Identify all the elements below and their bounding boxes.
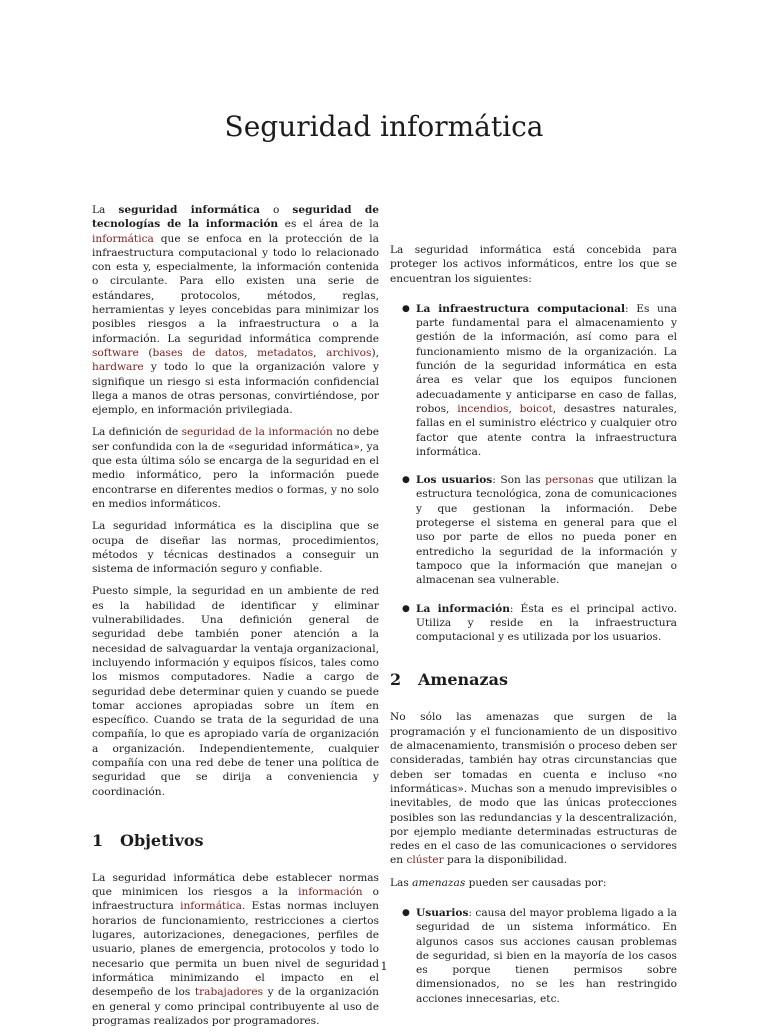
intro-paragraph-4: Puesto simple, la seguridad en un ambiente de red es la habilidad de identificar y eliminar vulnerabilidades. Una definición general de seguridad debe también poner atención a la necesidad de salvaguardar la ventaja organizacional, incluyendo información y equipos físicos, tales como los mismos computadores. Nadie a cargo de seguridad debe determinar quien y cuando se puede tomar acciones apropiadas sobre un ítem en específico. Cuando se trata de la seguridad de una compañía, lo que es apropiado varía de organización a organización. Independientemente, cualquier compañía con una red debe de tener una política de seguridad que se dirija a conveniencia y coordinación. [92,585,379,798]
term-seguridad-ti: seguridad de tecnologías de la información [92,204,379,231]
link-boicot[interactable]: boicot [519,402,553,415]
bullet-icon: ● [402,907,410,918]
bullet-icon: ● [402,603,410,614]
list-item: ● Los usuarios: Son las personas que utilizan la estructura tecnológica, zona de comunicaciones y que gestionan la información. Debe protegerse el sistema en general para que el uso por parte de ellos no pueda poner en entredicho la seguridad de la información y tampoco que la información que manejan o almacenan sea vulnerable. [402,474,677,587]
link-software[interactable]: software [92,346,139,359]
list-item: ● Usuarios: causa del mayor problema ligado a la seguridad de un sistema informático. En algunos casos sus acciones causan problemas de seguridad, si bien en la mayoría de los casos es porque tienen permisos sobre dimensionados, no se les han restringido acciones innecesarias, etc. [402,906,677,1005]
left-column [92,203,379,1036]
link-incendios[interactable]: incendios [457,402,509,415]
section-title: Objetivos [120,830,204,850]
page-number: 1 [380,960,388,973]
objetivos-paragraph-1: La seguridad informática debe establecer normas que minimicen los riesgos a la información o infraestructura informática. Estas normas incluyen horarios de funcionamiento, restricciones a ciertos lugares, autorizaciones, denegaciones, perfiles de usuario, planes de emergencia, protocolos y todo lo necesario que permita un buen nivel de seguridad informática minimizando el impacto en el desempeño de los trabajadores y de la organización en general y como principal contribuyente al uso de programas realizados por programadores. [92,871,379,1027]
link-cluster[interactable]: clúster [406,854,444,867]
section-number: 2 [390,670,402,690]
list-item: ● La infraestructura computacional: Es una parte fundamental para el almacenamiento y gestión de la información, así como para el funcionamiento mismo de la organización. La función de la seguridad informática en esta área es velar que los equipos funcionen adecuadamente y anticiparse en caso de fallas, robos, incendios, boicot, desastres naturales, fallas en el suministro eléctrico y cualquier otro factor que atente contra la infraestructura informática. [402,302,677,458]
link-personas[interactable]: personas [545,474,594,487]
section-number: 1 [92,830,104,850]
link-informacion[interactable]: información [298,886,363,899]
section-heading-objetivos [92,831,379,851]
amenazas-paragraph-2: Las amenazas pueden ser causadas por: [390,876,607,889]
link-informatica[interactable]: informática [92,232,154,245]
right-column [390,203,677,1020]
activos-list [390,302,677,645]
term-seguridad-informatica: seguridad informática [118,204,261,216]
amenazas-list [390,906,677,1006]
bullet-icon: ● [402,475,410,486]
intro-paragraph-3: La seguridad informática es la disciplina que se ocupa de diseñar las normas, procedimientos, métodos y técnicas destinados a conseguir un sistema de información seguro y confiable. [92,520,379,576]
link-informatica-2[interactable]: informática [180,900,242,913]
link-metadatos[interactable]: metadatos [257,346,314,359]
link-seguridad-de-la-informacion[interactable]: seguridad de la información [181,426,333,439]
link-bases-de-datos[interactable]: bases de datos [152,346,245,359]
link-trabajadores[interactable]: trabajadores [194,986,264,999]
link-archivos[interactable]: archivos [326,346,372,359]
objetivos-paragraph-2: La seguridad informática está concebida para proteger los activos informáticos, entre los que se encuentran los siguientes: [390,244,677,285]
section-title: Amenazas [418,670,508,690]
document-title: Seguridad informática [224,110,544,143]
section-heading-amenazas [390,670,677,690]
link-hardware[interactable]: hardware [92,361,144,374]
bullet-icon: ● [402,303,410,314]
list-item: ● La información: Ésta es el principal activo. Utiliza y reside en la infraestructura computacional y es utilizada por los usuarios. [402,602,677,644]
amenazas-paragraph-1: No sólo las amenazas que surgen de la programación y el funcionamiento de un dispositivo de almacenamiento, transmisión o proceso deben ser consideradas, también hay otras circunstancias que deben ser tomadas en cuenta e incluso «no informáticas». Muchas son a menudo imprevisibles o inevitables, de modo que las únicas protecciones posibles son las redundancias y la descentralización, por ejemplo mediante determinadas estructuras de redes en el caso de las comunicaciones o servidores en clúster para la disponibilidad. [390,711,677,867]
intro-paragraph-1: La seguridad informática o seguridad de tecnologías de la información es el área de la informática que se enfoca en la protección de la infraestructura computacional y todo lo relacionado con esta y, especialmente, la información contenida o circulante. Para ello existen una serie de estándares, protocolos, métodos, reglas, herramientas y leyes concebidas para minimizar los posibles riesgos a la infraestructura o a la información. La seguridad informática comprende software (bases de datos, metadatos, archivos), hardware y todo lo que la organización valore y signifique un riesgo si esta información confidencial llega a manos de otras personas, convirtiéndose, por ejemplo, en información privilegiada. [92,204,379,417]
intro-paragraph-2: La definición de seguridad de la información no debe ser confundida con la de «seguridad informática», ya que esta última sólo se encarga de la seguridad en el medio informático, pero la información puede encontrarse en diferentes medios o formas, y no solo en medios informáticos. [92,426,379,510]
